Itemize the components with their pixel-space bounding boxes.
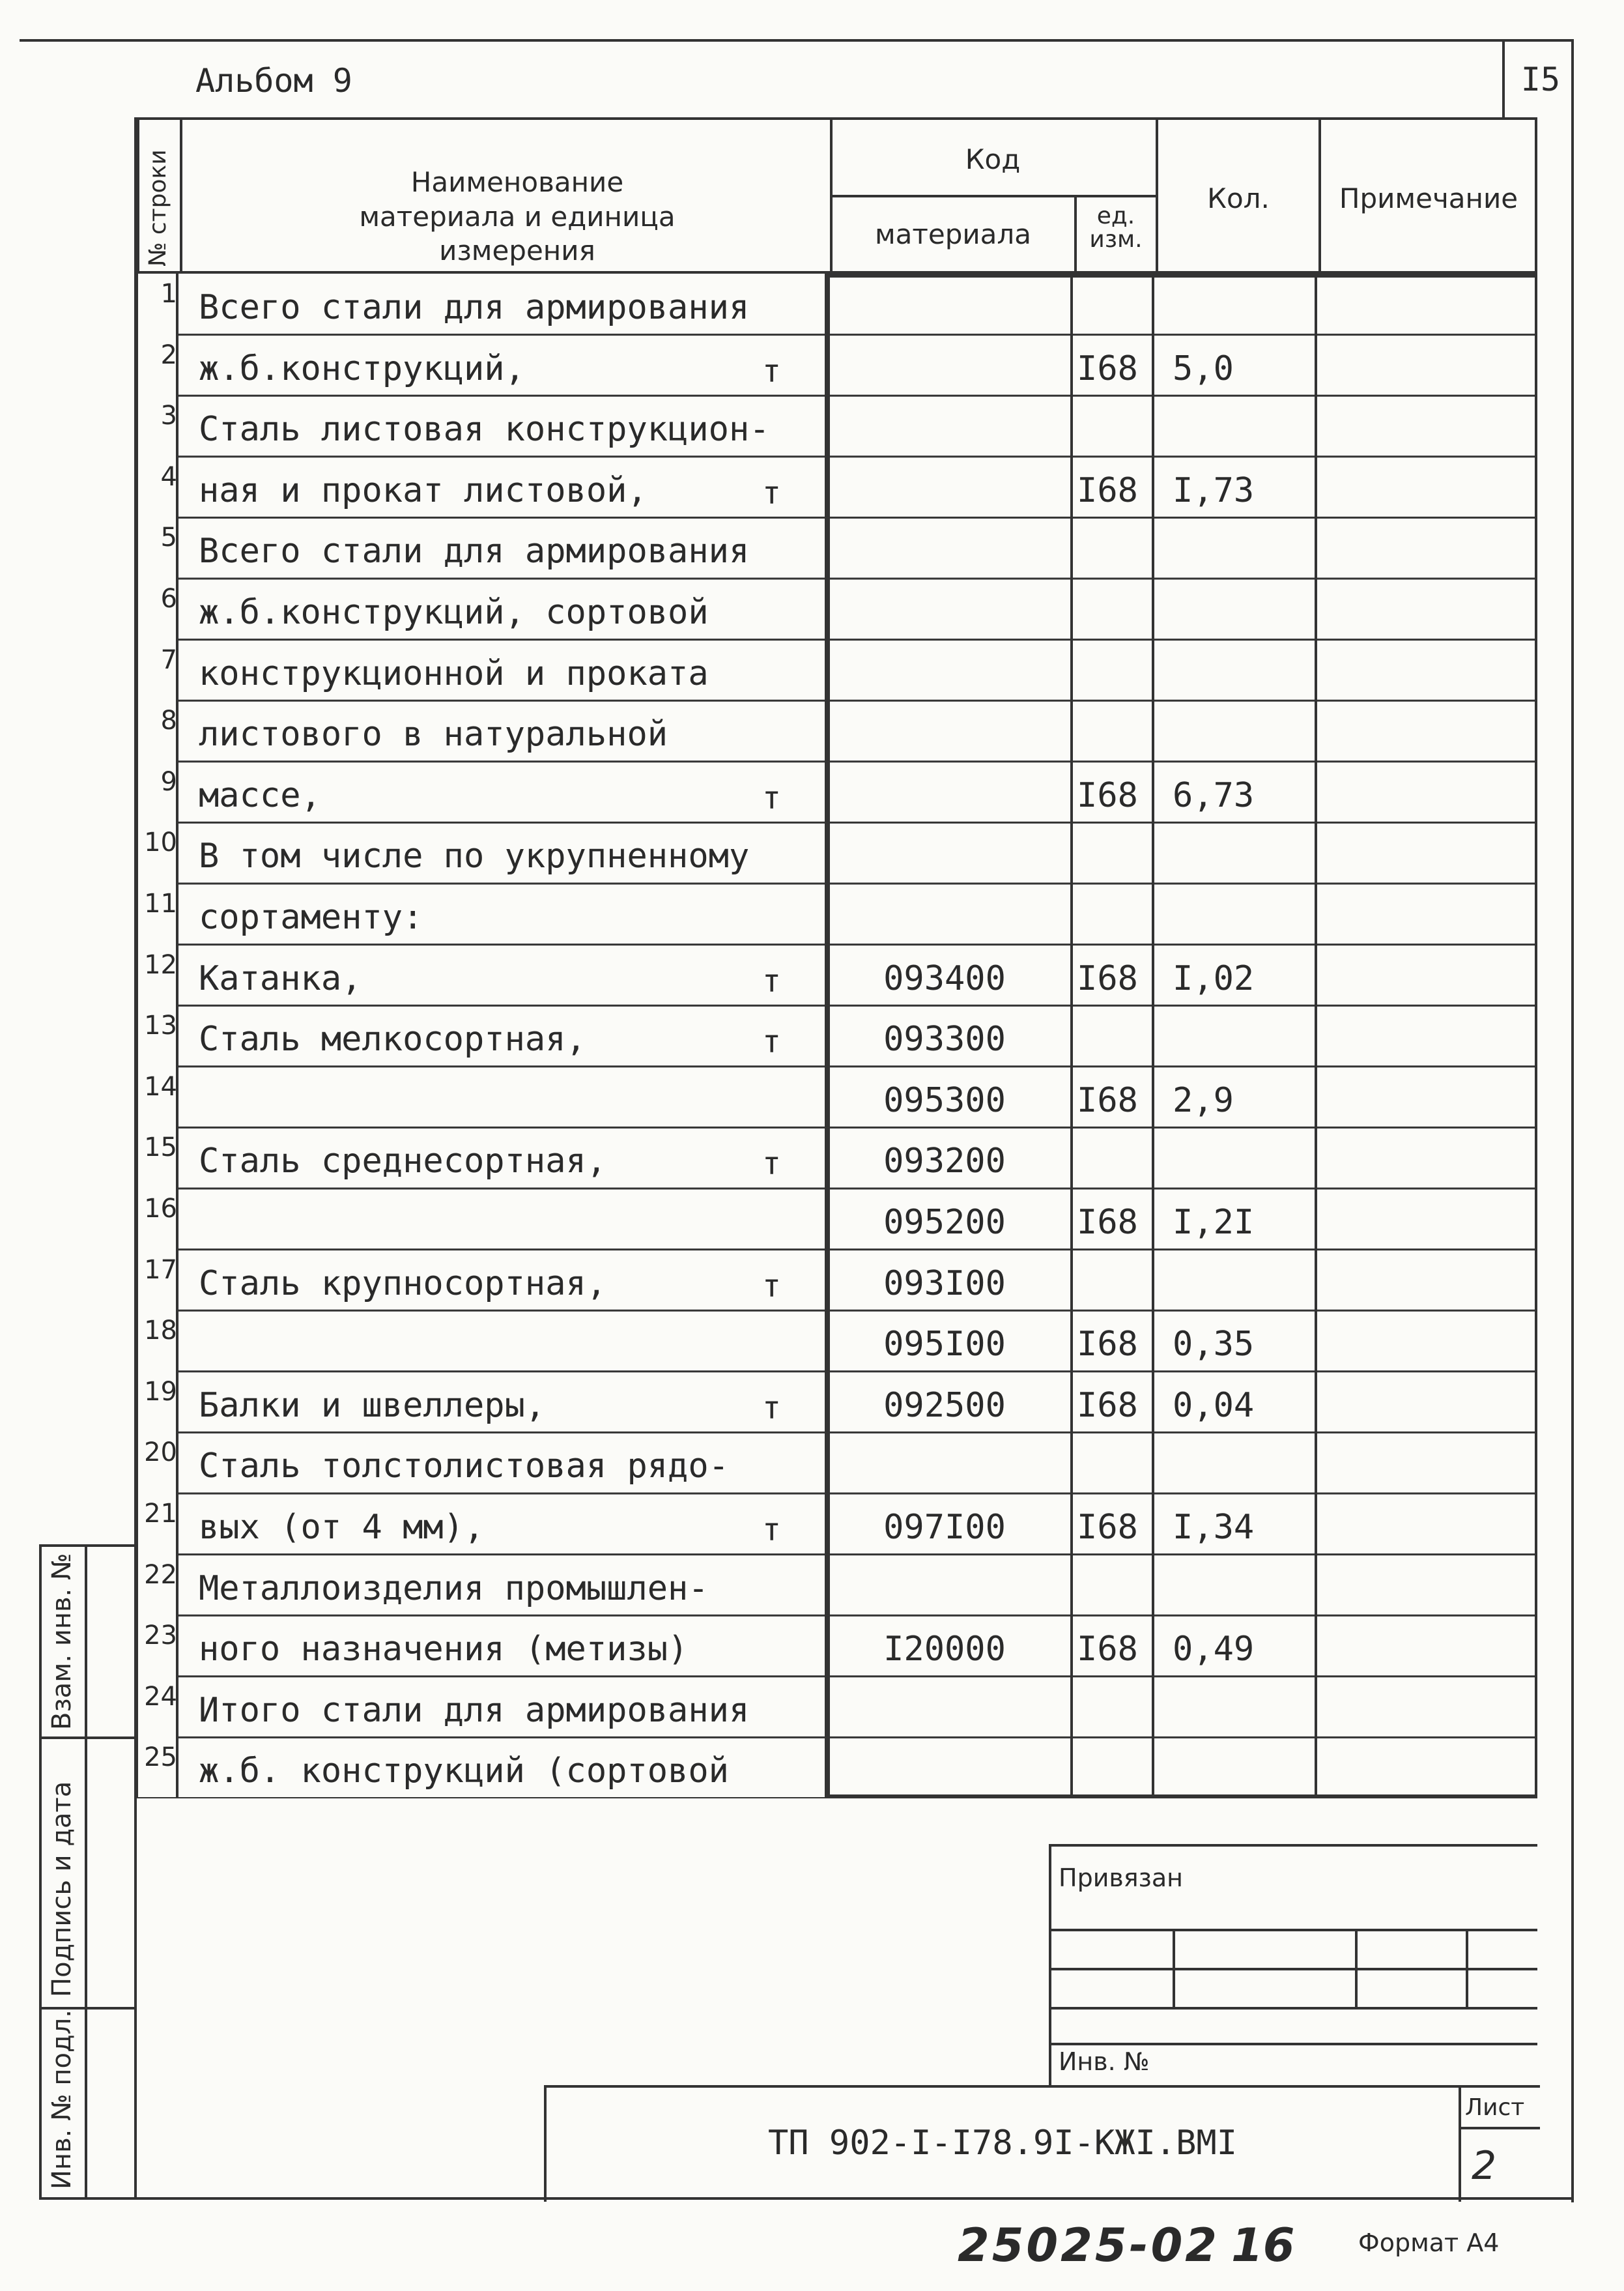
row-unit: т <box>762 1389 781 1426</box>
row-number: 12 <box>144 949 177 980</box>
row-material-code: 095I00 <box>883 1325 1006 1364</box>
row-name: Катанка, <box>199 958 362 998</box>
row-unit: т <box>762 779 781 816</box>
row-unit-code: I68 <box>1077 1325 1138 1364</box>
row-name: ж.б.конструкций, сортовой <box>199 593 709 632</box>
row-quantity: 2,9 <box>1173 1080 1234 1120</box>
sheet-number-top: I5 <box>1502 40 1576 119</box>
row-number: 11 <box>144 889 177 919</box>
row-name: Сталь толстолистовая рядо- <box>199 1447 729 1486</box>
sheet-number: 2 <box>1472 2143 1497 2189</box>
row-number: 6 <box>160 584 177 614</box>
materials-table <box>137 274 1537 1798</box>
row-number: 14 <box>144 1071 177 1102</box>
handwritten-number: 25025-02 <box>958 2219 1219 2272</box>
row-quantity: 0,49 <box>1173 1630 1255 1669</box>
row-material-code: 092500 <box>883 1385 1006 1425</box>
row-quantity: 5,0 <box>1173 349 1234 388</box>
row-name: Всего стали для армирования <box>199 288 750 327</box>
row-number: 18 <box>144 1316 177 1346</box>
row-unit-code: I68 <box>1077 349 1138 388</box>
col-note-header: Примечание <box>1339 182 1518 214</box>
table-header <box>137 117 1537 274</box>
side-stamp-top <box>39 1544 137 1547</box>
row-number: 13 <box>144 1011 177 1041</box>
side-inv-replace: Взам. инв. № <box>47 1553 77 1730</box>
row-unit-code: I68 <box>1077 1385 1138 1425</box>
top-border <box>20 39 1574 42</box>
row-number: 16 <box>144 1194 177 1224</box>
row-quantity: 6,73 <box>1173 775 1255 815</box>
side-sign-date: Подпись и дата <box>47 1781 77 1997</box>
row-number: 23 <box>144 1621 177 1651</box>
row-unit-code: I68 <box>1077 1203 1138 1242</box>
row-number: 10 <box>144 828 177 858</box>
row-name: сортаменту: <box>199 898 423 937</box>
row-name: В том числе по укрупненному <box>199 837 750 876</box>
binding-box <box>1049 1844 1537 2085</box>
row-name: Всего стали для армирования <box>199 532 750 571</box>
row-number: 3 <box>160 401 177 431</box>
row-number: 2 <box>160 339 177 370</box>
row-quantity: I,73 <box>1173 470 1255 510</box>
row-name: Сталь среднесортная, <box>199 1142 607 1181</box>
col-name-header: Наименование материала и единица измерения <box>359 166 676 267</box>
row-unit: т <box>762 1024 781 1061</box>
row-quantity: I,02 <box>1173 958 1255 998</box>
col-rownum-header: № строки <box>145 149 171 267</box>
row-number: 19 <box>144 1376 177 1407</box>
row-unit: т <box>762 474 781 512</box>
row-name: вых (от 4 мм), <box>199 1508 485 1547</box>
side-stamp-div1 <box>39 1736 137 1739</box>
row-quantity: 0,04 <box>1173 1385 1255 1425</box>
side-stamp-left <box>39 1544 42 2199</box>
row-name: Сталь крупносортная, <box>199 1263 607 1303</box>
format-label: Формат А4 <box>1358 2228 1500 2257</box>
row-unit: т <box>762 1512 781 1548</box>
document-code: ТП 902-I-I78.9I-КЖI.ВМI <box>767 2124 1238 2163</box>
row-number: 17 <box>144 1254 177 1285</box>
row-unit: т <box>762 1146 781 1183</box>
col-code-material-header: материала <box>874 218 1031 250</box>
row-material-code: 095300 <box>883 1080 1006 1120</box>
row-name: массе, <box>199 775 321 815</box>
row-number: 20 <box>144 1437 177 1468</box>
row-unit-code: I68 <box>1077 1630 1138 1669</box>
row-unit-code: I68 <box>1077 958 1138 998</box>
row-unit-code: I68 <box>1077 1080 1138 1120</box>
row-quantity: I,2I <box>1173 1203 1255 1242</box>
row-number: 15 <box>144 1132 177 1163</box>
row-material-code: 093I00 <box>883 1263 1006 1303</box>
row-number: 1 <box>160 279 177 309</box>
row-material-code: 093200 <box>883 1142 1006 1181</box>
row-unit: т <box>762 1267 781 1304</box>
row-name: ного назначения (метизы) <box>199 1630 689 1669</box>
row-material-code: 097I00 <box>883 1508 1006 1547</box>
row-name: Металлоизделия промышлен- <box>199 1568 709 1608</box>
row-name: Сталь листовая конструкцион- <box>199 410 770 450</box>
sheet-label: Лист <box>1465 2094 1525 2121</box>
row-number: 9 <box>160 766 177 797</box>
row-name: конструкционной и проката <box>199 654 709 693</box>
row-material-code: 093300 <box>883 1020 1006 1059</box>
row-material-code: I20000 <box>883 1630 1006 1669</box>
album-label: Альбом 9 <box>195 62 352 100</box>
title-block <box>544 2085 1540 2202</box>
row-number: 4 <box>160 461 177 492</box>
row-number: 22 <box>144 1559 177 1590</box>
bind-inv-no: Инв. № <box>1059 2047 1150 2076</box>
right-border <box>1571 39 1574 2202</box>
row-name: Балки и швеллеры, <box>199 1385 546 1425</box>
bind-label: Привязан <box>1059 1864 1183 1892</box>
row-number: 25 <box>144 1742 177 1773</box>
row-material-code: 093400 <box>883 958 1006 998</box>
col-qty-header: Кол. <box>1207 182 1270 214</box>
row-unit: т <box>762 353 781 390</box>
row-name: ная и прокат листовой, <box>199 470 648 510</box>
row-unit-code: I68 <box>1077 775 1138 815</box>
row-number: 7 <box>160 644 177 675</box>
row-unit: т <box>762 962 781 1000</box>
row-material-code: 095200 <box>883 1203 1006 1242</box>
side-stamp-mid <box>85 1544 87 2199</box>
col-code-header: Код <box>965 143 1021 175</box>
row-name: Итого стали для армирования <box>199 1690 750 1730</box>
row-unit-code: I68 <box>1077 1508 1138 1547</box>
row-name: ж.б. конструкций (сортовой <box>199 1751 729 1791</box>
row-number: 8 <box>160 706 177 736</box>
row-name: листового в натуральной <box>199 715 668 755</box>
side-inv-orig: Инв. № подл. <box>47 2010 77 2189</box>
row-number: 24 <box>144 1681 177 1712</box>
row-quantity: I,34 <box>1173 1508 1255 1547</box>
row-number: 5 <box>160 523 177 553</box>
handwritten-number-2: 16 <box>1231 2219 1295 2272</box>
row-name: ж.б.конструкций, <box>199 349 525 388</box>
row-number: 21 <box>144 1499 177 1529</box>
row-quantity: 0,35 <box>1173 1325 1255 1364</box>
row-unit-code: I68 <box>1077 470 1138 510</box>
row-name: Сталь мелкосортная, <box>199 1020 586 1059</box>
col-code-unit-header: ед. изм. <box>1089 203 1143 253</box>
